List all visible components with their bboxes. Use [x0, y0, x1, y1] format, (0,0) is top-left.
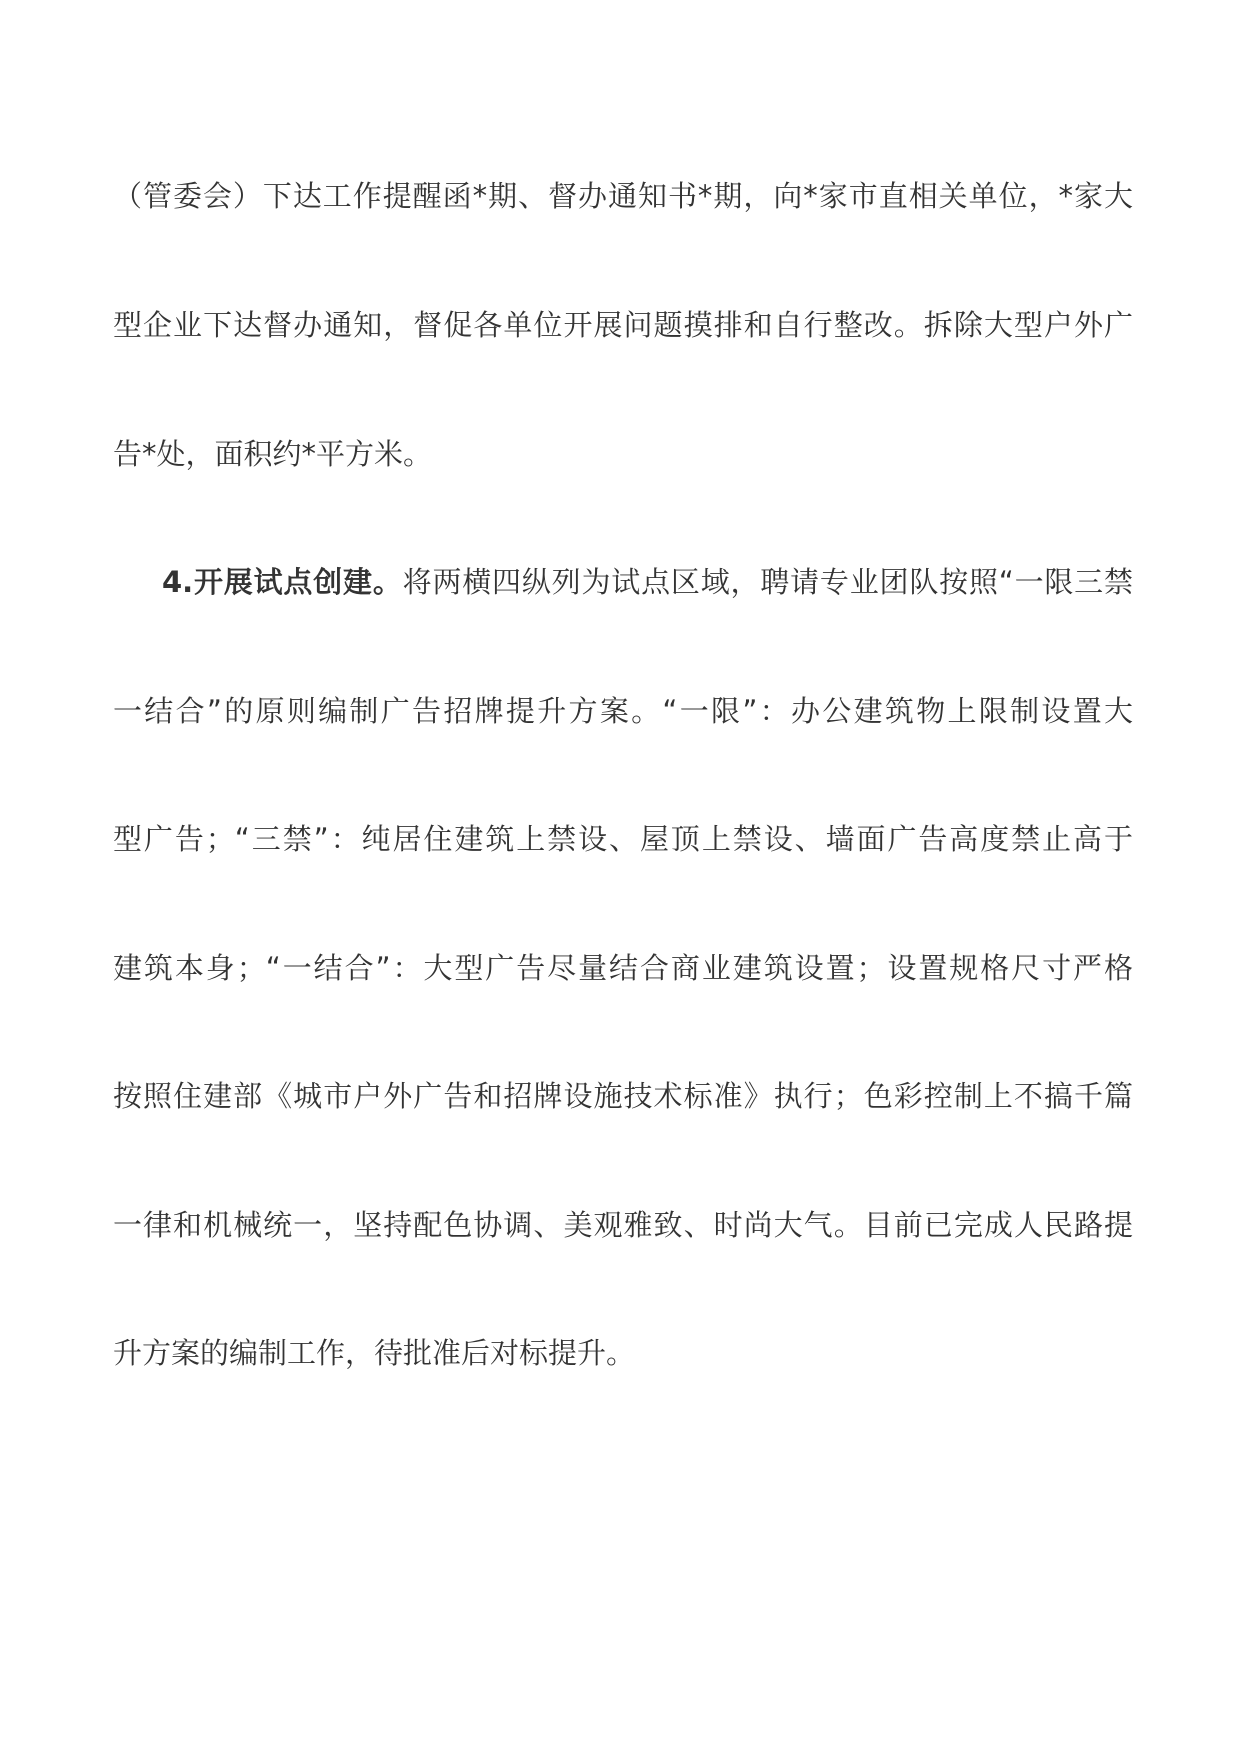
paragraph-1-line-3: 告*处，面积约*平方米。 [113, 437, 433, 471]
paragraph-2-line-3: 型广告；“三禁”：纯居住建筑上禁设、屋顶上禁设、墙面广告高度禁止高于 [113, 822, 1133, 856]
paragraph-1-line-1: （管委会）下达工作提醒函*期、督办通知书*期，向*家市直相关单位，*家大 [113, 179, 1133, 213]
section-heading: 4.开展试点创建。 [162, 565, 403, 599]
paragraph-2-line-6: 一律和机械统一，坚持配色协调、美观雅致、时尚大气。目前已完成人民路提 [113, 1208, 1133, 1242]
paragraph-2-line-1 [162, 562, 1133, 602]
paragraph-2-line-5: 按照住建部《城市户外广告和招牌设施技术标准》执行；色彩控制上不搞千篇 [113, 1079, 1133, 1113]
paragraph-1-line-2: 型企业下达督办通知，督促各单位开展问题摸排和自行整改。拆除大型户外广 [113, 308, 1133, 342]
paragraph-2-line-4: 建筑本身；“一结合”：大型广告尽量结合商业建筑设置；设置规格尺寸严格 [113, 951, 1133, 985]
paragraph-2-line-1-text: 将两横四纵列为试点区域，聘请专业团队按照“一限三禁 [402, 565, 1133, 599]
paragraph-2-line-2: 一结合”的原则编制广告招牌提升方案。“一限”：办公建筑物上限制设置大 [113, 694, 1133, 728]
paragraph-2-line-7: 升方案的编制工作，待批准后对标提升。 [113, 1336, 636, 1370]
